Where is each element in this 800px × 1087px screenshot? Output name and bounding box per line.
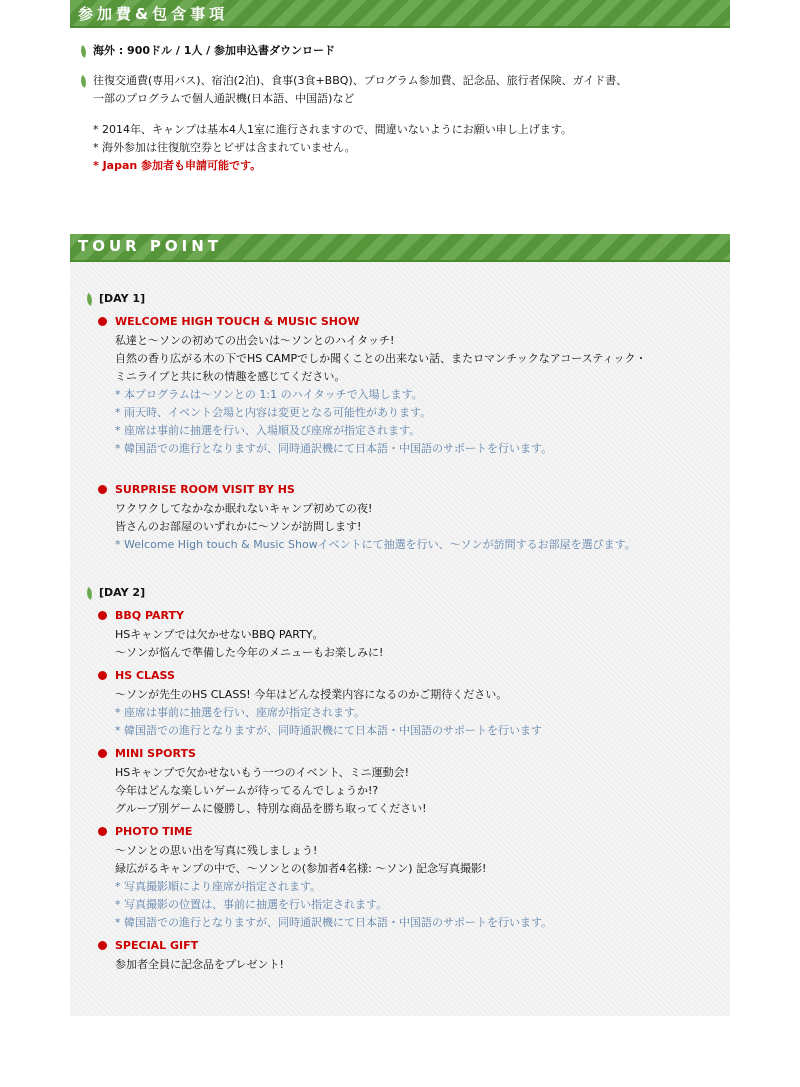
bullet-dot-icon — [98, 317, 107, 326]
leaf-icon — [78, 75, 88, 88]
fee-includes-text-1: 往復交通費(専用バス)、宿泊(2泊)、食事(3食+BBQ)、プログラム参加費、記念品、旅行者保険、ガイド書、 — [93, 74, 628, 87]
item-note: * 韓国語での進行となりますが、同時通訳機にて日本語・中国語のサポートを行います。 — [115, 916, 553, 929]
fee-price-line — [80, 42, 720, 60]
item-note: * 座席は事前に抽選を行い、座席が指定されます。 — [115, 706, 366, 719]
item-body-gift — [115, 956, 284, 974]
item-note: * 写真撮影順により座席が指定されます。 — [115, 880, 322, 893]
item-title-sports-text: MINI SPORTS — [115, 747, 196, 760]
tour-section-title: TOUR POINT — [78, 237, 223, 255]
item-title-bbq-text: BBQ PARTY — [115, 609, 184, 622]
fee-note-1: * 2014年、キャンプは基本4人1室に進行されますので、間違いないようにお願い申し上げます。 — [93, 123, 572, 136]
day-1-label: [DAY 1] — [99, 292, 146, 305]
item-line: HSキャンプで欠かせないもう一つのイベント、ミニ運動会! — [115, 766, 410, 779]
item-title-gift — [98, 938, 198, 954]
item-note: * 雨天時、イベント会場と内容は変更となる可能性があります。 — [115, 406, 432, 419]
leaf-icon — [84, 293, 94, 306]
item-line: 今年はどんな楽しいゲームが待ってるんでしょうか!? — [115, 784, 379, 797]
bullet-dot-icon — [98, 611, 107, 620]
item-line: 皆さんのお部屋のいずれかに～ソンが訪問します! — [115, 520, 362, 533]
bullet-dot-icon — [98, 749, 107, 758]
fee-includes-text-2: 一部のプログラムで個人通訳機(日本語、中国語)など — [93, 92, 355, 105]
day-2-heading — [86, 586, 145, 599]
day-1-heading — [86, 292, 145, 305]
item-title-welcome-text: WELCOME HIGH TOUCH & MUSIC SHOW — [115, 315, 360, 328]
item-title-photo — [98, 824, 192, 840]
item-line: 自然の香り広がる木の下でHS CAMPでしか聞くことの出来ない話、またロマンチックなアコースティック・ — [115, 352, 647, 365]
item-line: ワクワクしてなかなか眠れないキャンプ初めての夜! — [115, 502, 373, 515]
item-line: HSキャンプでは欠かせないBBQ PARTY。 — [115, 628, 324, 641]
item-body-bbq — [115, 626, 383, 662]
item-title-class — [98, 668, 175, 684]
fee-note-2: * 海外参加は往復航空券とビザは含まれていません。 — [93, 141, 356, 154]
item-body-photo — [115, 842, 552, 932]
item-title-bbq — [98, 608, 184, 624]
item-title-sports — [98, 746, 196, 762]
leaf-icon — [84, 587, 94, 600]
item-note: * 韓国語での進行となりますが、同時通訳機にて日本語・中国語のサポートを行います。 — [115, 442, 553, 455]
day-2-label: [DAY 2] — [99, 586, 146, 599]
item-title-surprise — [98, 482, 295, 498]
fee-section-banner — [70, 0, 730, 28]
item-body-class — [115, 686, 542, 740]
bullet-dot-icon — [98, 671, 107, 680]
item-body-sports — [115, 764, 427, 818]
item-note: * Welcome High touch & Music Showイベントにて抽選を行い、～ソンが訪問するお部屋を選びます。 — [115, 538, 636, 551]
item-line: ～ソンとの思い出を写真に残しましょう! — [115, 844, 318, 857]
item-body-welcome — [115, 332, 647, 458]
item-line: 私達と～ソンの初めての出会いは～ソンとのハイタッチ! — [115, 334, 395, 347]
item-title-gift-text: SPECIAL GIFT — [115, 939, 199, 952]
item-note: * 写真撮影の位置は、事前に抽選を行い指定されます。 — [115, 898, 388, 911]
item-line: ミニライブと共に秋の情趣を感じてください。 — [115, 370, 346, 383]
item-title-surprise-text: SURPRISE ROOM VISIT BY HS — [115, 483, 295, 496]
fee-notes — [93, 121, 572, 175]
bullet-dot-icon — [98, 941, 107, 950]
item-line: ～ソンが先生のHS CLASS! 今年はどんな授業内容になるのかご期待ください。 — [115, 688, 508, 701]
item-note: * 本プログラムは～ソンとの 1:1 のハイタッチで入場します。 — [115, 388, 423, 401]
bullet-dot-icon — [98, 827, 107, 836]
item-body-surprise — [115, 500, 636, 554]
item-title-photo-text: PHOTO TIME — [115, 825, 193, 838]
item-line: 緑広がるキャンプの中で、～ソンとの(参加者4名様: ～ソン) 記念写真撮影! — [115, 862, 487, 875]
item-title-class-text: HS CLASS — [115, 669, 175, 682]
fee-price-text[interactable]: 海外 : 900ドル / 1人 / 参加申込書ダウンロード — [93, 44, 336, 57]
tour-section-banner — [70, 234, 730, 262]
item-title-welcome — [98, 314, 359, 330]
fee-includes — [80, 72, 720, 108]
item-note: * 座席は事前に抽選を行い、入場順及び座席が指定されます。 — [115, 424, 421, 437]
fee-note-3: * Japan 参加者も申請可能です。 — [93, 159, 262, 172]
fee-section-title: 参加費&包含事項 — [78, 5, 229, 23]
item-line: 参加者全員に記念品をプレゼント! — [115, 958, 284, 971]
item-note: * 韓国語での進行となりますが、同時通訳機にて日本語・中国語のサポートを行います — [115, 724, 542, 737]
bullet-dot-icon — [98, 485, 107, 494]
item-line: ～ソンが悩んで準備した今年のメニューもお楽しみに! — [115, 646, 384, 659]
item-line: グループ別ゲームに優勝し、特別な商品を勝ち取ってください! — [115, 802, 427, 815]
leaf-icon — [78, 45, 88, 58]
